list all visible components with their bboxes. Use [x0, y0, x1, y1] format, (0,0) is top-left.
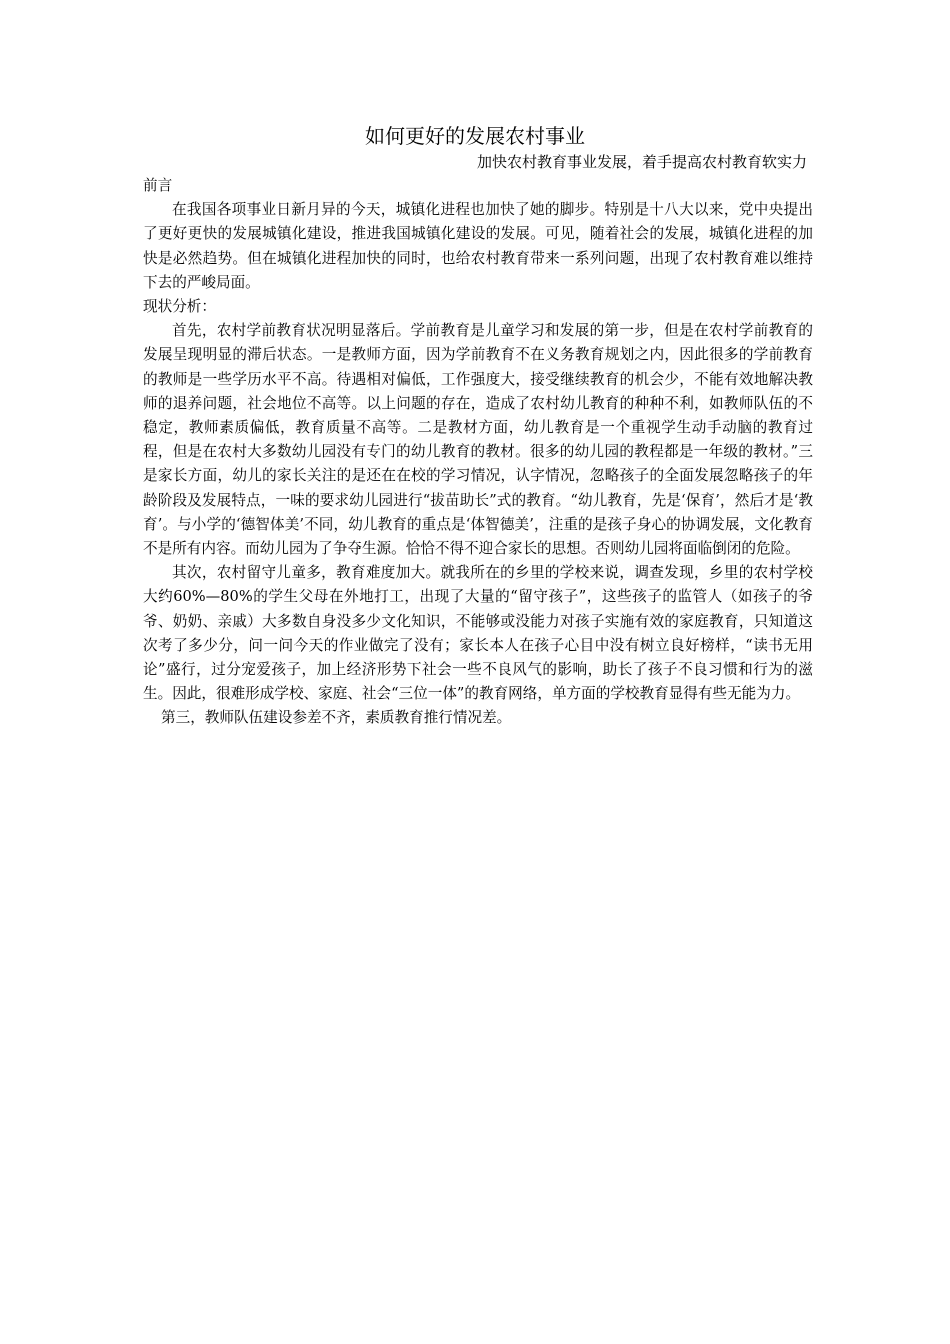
- preface-paragraph: 在我国各项事业日新月异的今天，城镇化进程也加快了她的脚步。特别是十八大以来，党中央提出了更好更快的发展城镇化建设，推进我国城镇化建设的发展。可见，随着社会的发展，城镇化进程的加快是必然趋势。但在城镇化进程加快的同时，也给农村教育带来一系列问题，出现了农村教育难以维持下去的严峻局面。: [143, 201, 813, 291]
- preface-heading: 前言: [143, 177, 173, 194]
- paragraph-third: 第三，教师队伍建设参差不齐，素质教育推行情况差。: [161, 709, 512, 727]
- document-body: [143, 174, 813, 731]
- status-analysis-heading: 现状分析：: [143, 298, 216, 316]
- paragraph-first: 首先，农村学前教育状况明显落后。学前教育是儿童学习和发展的第一步，但是在农村学前教育的发展呈现明显的滞后状态。一是教师方面，因为学前教育不在义务教育规划之内，因此很多的学前教育的教师是一些学历水平不高。待遇相对偏低，工作强度大，接受继续教育的机会少，不能有效地解决教师的退养问题，社会地位不高等。以上问题的存在，造成了农村幼儿教育的种种不利，如教师队伍的不稳定，教师素质偏低，教育质量不高等。二是教材方面，幼儿教育是一个重视学生动手动脑的教育过程，但是在农村大多数幼儿园没有专门的幼儿教育的教材。很多的幼儿园的教程都是一年级的教材。”三是家长方面，幼儿的家长关注的是还在在校的学习情况，认字情况，忽略孩子的全面发展忽略孩子的年龄阶段及发展特点，一味的要求幼儿园进行“拔苗助长”式的教育。“幼儿教育，先是‘保育’，然后才是‘教育’。与小学的‘德智体美’不同，幼儿教育的重点是‘体智德美’，注重的是孩子身心的协调发展，文化教育不是所有内容。而幼儿园为了争夺生源。恰恰不得不迎合家长的思想。否则幼儿园将面临倒闭的危险。: [143, 322, 813, 558]
- paragraph-second: 其次，农村留守儿童多，教育难度加大。就我所在的乡里的学校来说，调查发现，乡里的农村学校大约60%—80%的学生父母在外地打工，出现了大量的“留守孩子”，这些孩子的监管人（如孩子的爷爷、奶奶、亲戚）大多数自身没多少文化知识，不能够或没能力对孩子实施有效的家庭教育，只知道这次考了多少分，问一问今天的作业做完了没有；家长本人在孩子心目中没有树立良好榜样，“读书无用论”盛行，过分宠爱孩子，加上经济形势下社会一些不良风气的影响，助长了孩子不良习惯和行为的滋生。因此，很难形成学校、家庭、社会“三位一体”的教育网络，单方面的学校教育显得有些无能为力。: [143, 564, 813, 703]
- document-subtitle: 加快农村教育事业发展，着手提高农村教育软实力: [476, 153, 807, 171]
- document-title: 如何更好的发展农村事业: [365, 124, 585, 148]
